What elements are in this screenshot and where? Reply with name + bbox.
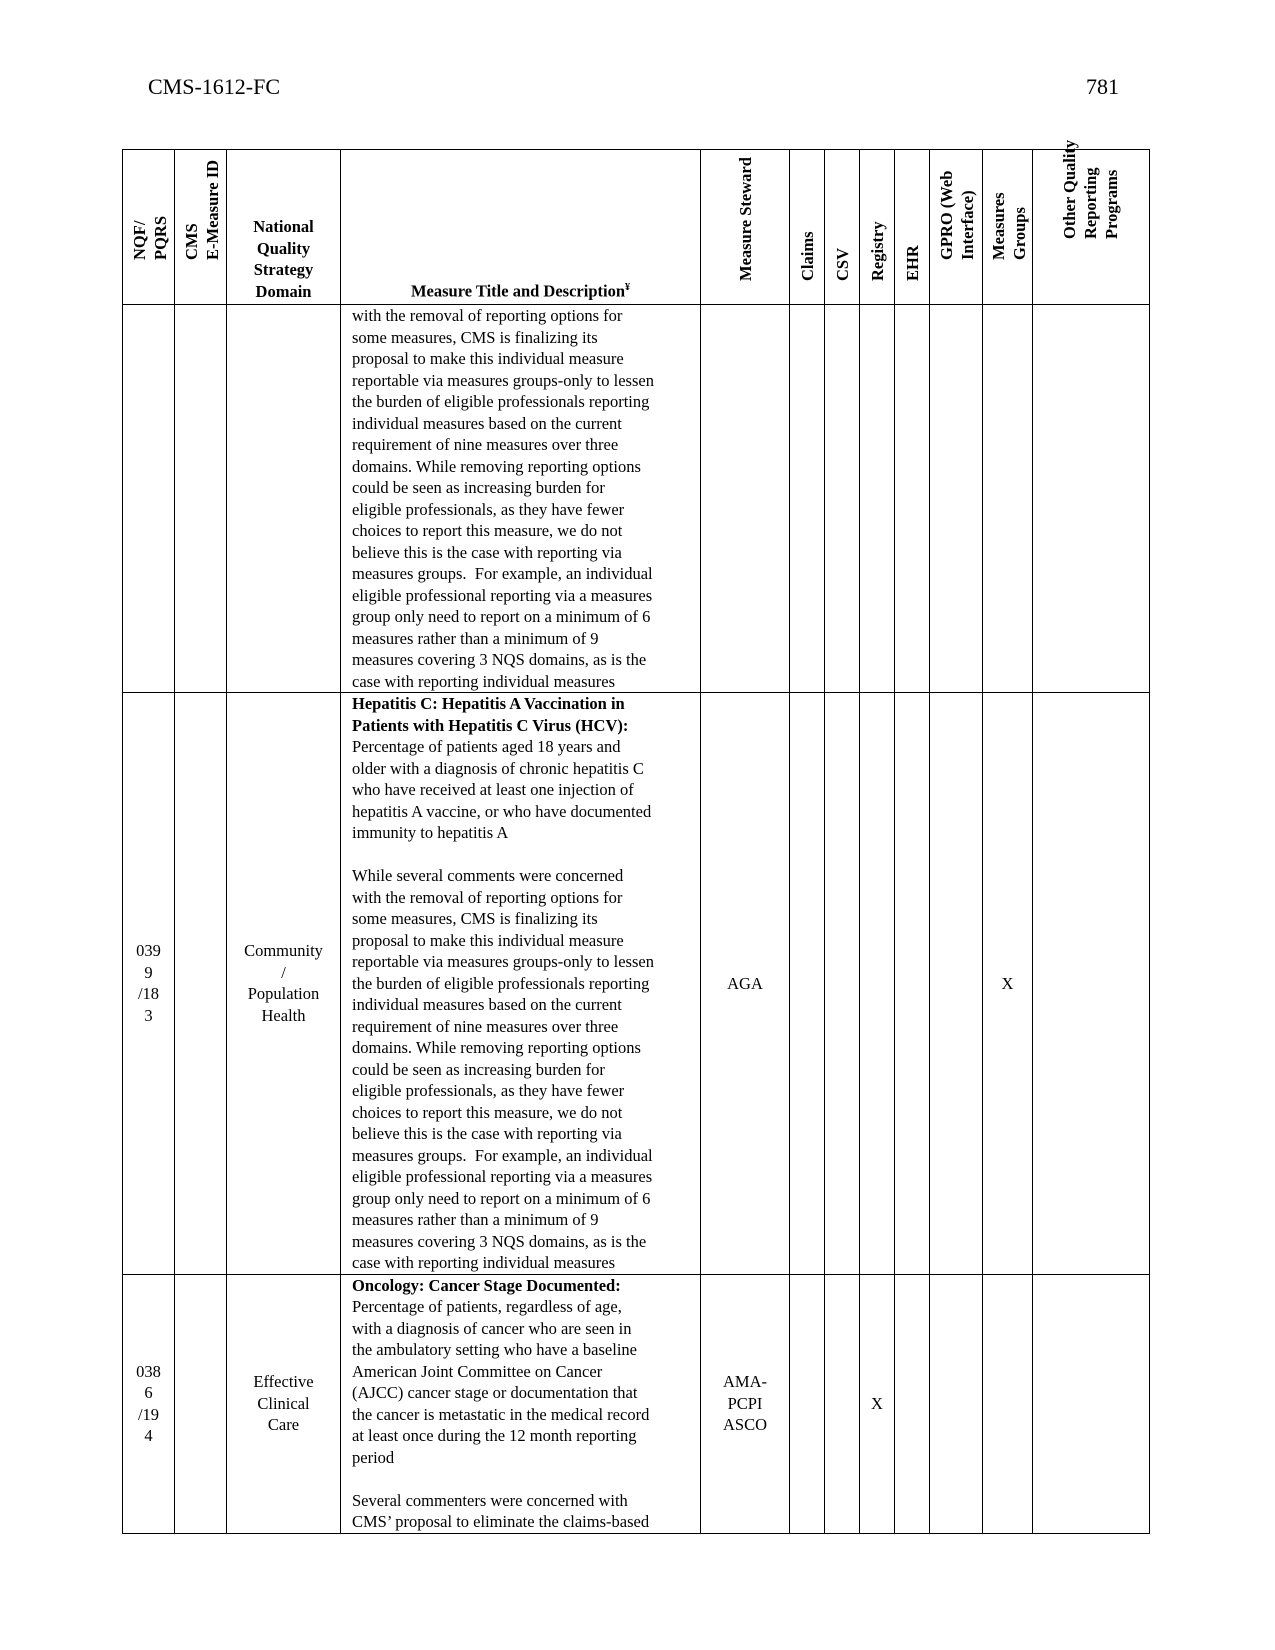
csv-cell	[825, 1274, 860, 1533]
table-row	[123, 693, 1150, 1275]
csv-cell	[825, 305, 860, 693]
nqf-cell: 039 9 /18 3	[123, 693, 175, 1275]
cms-cell	[175, 305, 227, 693]
other-programs-cell	[1033, 1274, 1150, 1533]
ehr-cell	[895, 693, 930, 1275]
table-header-row	[123, 150, 1150, 305]
header-cms	[175, 150, 227, 305]
header-gpro	[930, 150, 983, 305]
measure-description: with the removal of reporting options for some measures, CMS is finalizing its proposal to make this individual measure reportable via measures groups-only to lessen the burden of eligible professionals reporting individual measures based on the current requirement of nine measures over three domains. While removing reporting options could be seen as increasing burden for eligible professionals, as they have fewer choices to report this measure, we do not believe this is the case with reporting via measures groups. For example, an individual eligible professional reporting via a measures group only need to report on a minimum of 6 measures rather than a minimum of 9 measures covering 3 NQS domains, as is the case with reporting individual measures	[352, 306, 654, 691]
header-title	[341, 150, 701, 305]
measures-table	[122, 139, 1150, 1534]
other-programs-cell	[1033, 305, 1150, 693]
measure-description: Percentage of patients, regardless of age, with a diagnosis of cancer who are seen in the ambulatory setting who have a baseline American Joint Committee on Cancer (AJCC) cancer stage or documentation that the cancer is metastatic in the medical record at least once during the 12 month reporting period Several commenters were concerned with CMS’ proposal to eliminate the claims-based	[352, 1297, 650, 1531]
header-steward	[701, 150, 790, 305]
steward-cell: AGA	[701, 693, 790, 1275]
measure-title: Oncology: Cancer Stage Documented:	[352, 1275, 621, 1295]
header-groups	[983, 150, 1033, 305]
header-groups-label: Measures Groups	[988, 192, 1029, 260]
nqf-cell	[123, 305, 175, 693]
measure-description: Percentage of patients aged 18 years and older with a diagnosis of chronic hepatitis C who have received at least one injection of hepatitis A vaccine, or who have documented immunity to hepatitis A While several comments were concerned with the removal of reporting options for some measures, CMS is finalizing its proposal to make this individual measure reportable via measures groups-only to lessen the burden of eligible professionals reporting individual measures based on the current requirement of nine measures over three domains. While removing reporting options could be seen as increasing burden for eligible professionals, as they have fewer choices to report this measure, we do not believe this is the case with reporting via measures groups. For example, an individual eligible professional reporting via a measures group only need to report on a minimum of 6 measures rather than a minimum of 9 measures covering 3 NQS domains, as is the case with reporting individual measures	[352, 737, 654, 1272]
measures-groups-cell: X	[983, 693, 1033, 1275]
registry-cell	[860, 305, 895, 693]
header-registry-label: Registry	[868, 221, 887, 281]
nqf-cell: 038 6 /19 4	[123, 1274, 175, 1533]
gpro-cell	[930, 305, 983, 693]
header-domain	[227, 150, 341, 305]
gpro-cell	[930, 693, 983, 1275]
measures-groups-cell	[983, 305, 1033, 693]
header-ehr	[895, 150, 930, 305]
domain-cell: Effective Clinical Care	[227, 1274, 341, 1533]
measure-title: Hepatitis C: Hepatitis A Vaccination in Patients with Hepatitis C Virus (HCV):	[352, 694, 629, 735]
cms-cell	[175, 693, 227, 1275]
claims-cell	[790, 693, 825, 1275]
page-number: 781	[1086, 74, 1119, 99]
other-programs-cell	[1033, 693, 1150, 1275]
claims-cell	[790, 305, 825, 693]
table-row	[123, 1274, 1150, 1533]
header-ehr-label: EHR	[903, 245, 922, 281]
domain-cell	[227, 305, 341, 693]
header-cms-label: CMS E-Measure ID	[181, 159, 222, 260]
header-claims	[790, 150, 825, 305]
registry-cell	[860, 693, 895, 1275]
header-other	[1033, 139, 1150, 305]
claims-cell	[790, 1274, 825, 1533]
header-registry	[860, 150, 895, 305]
description-cell	[341, 693, 701, 1275]
header-nqf	[123, 150, 175, 305]
steward-cell	[701, 305, 790, 693]
measures-groups-cell	[983, 1274, 1033, 1533]
description-cell	[341, 305, 701, 693]
steward-cell: AMA- PCPI ASCO	[701, 1274, 790, 1533]
description-cell	[341, 1274, 701, 1533]
header-domain-label: National Quality Strategy Domain	[253, 217, 314, 301]
header-csv	[825, 150, 860, 305]
registry-cell: X	[860, 1274, 895, 1533]
header-title-sup: ¥	[625, 282, 631, 293]
table-row	[123, 305, 1150, 693]
header-csv-label: CSV	[833, 247, 852, 281]
ehr-cell	[895, 305, 930, 693]
header-claims-label: Claims	[798, 231, 817, 281]
cms-cell	[175, 1274, 227, 1533]
header-steward-label: Measure Steward	[736, 157, 755, 281]
header-nqf-label: NQF/ PQRS	[129, 215, 170, 260]
header-other-label: Other Quality Reporting Programs	[1060, 139, 1121, 239]
header-title-label: Measure Title and Description	[410, 281, 626, 301]
domain-cell: Community / Population Health	[227, 693, 341, 1275]
document-id: CMS-1612-FC	[148, 74, 281, 99]
ehr-cell	[895, 1274, 930, 1533]
gpro-cell	[930, 1274, 983, 1533]
header-gpro-label: GPRO (Web Interface)	[937, 170, 977, 260]
csv-cell	[825, 693, 860, 1275]
